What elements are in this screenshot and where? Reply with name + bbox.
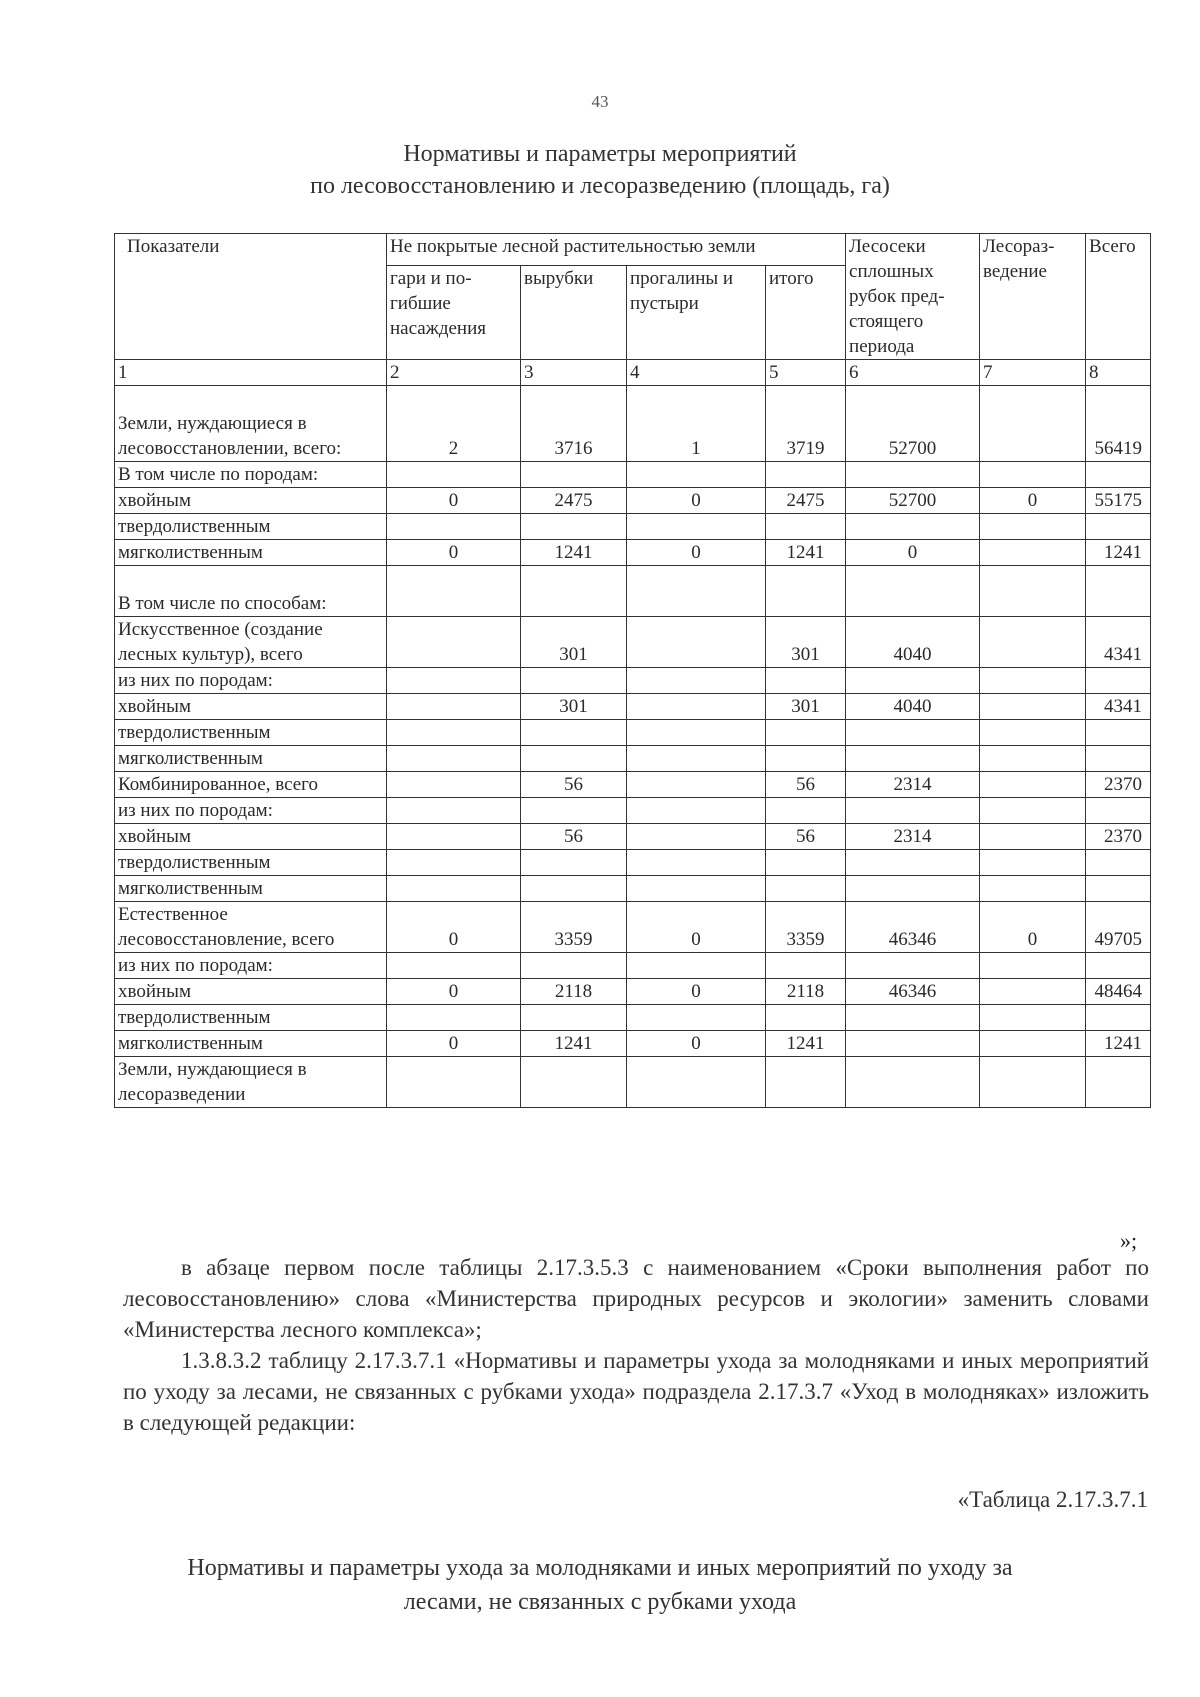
table-cell [980, 668, 1086, 694]
table-cell [521, 876, 627, 902]
table-cell: 2475 [766, 488, 846, 514]
table-row [115, 876, 1151, 902]
table-cell [846, 850, 980, 876]
header-felling-sites: Лесосеки сплошных рубок пред-стоящего периода [846, 234, 980, 360]
table-row [115, 694, 1151, 720]
table-cell: 4341 [1086, 694, 1151, 720]
table-cell [387, 1005, 521, 1031]
table-cell [766, 462, 846, 488]
row-label: Искусственное (создание лесных культур), всего [115, 617, 387, 668]
table-cell [521, 1057, 627, 1108]
table-row [115, 386, 1151, 462]
table-cell: 2118 [766, 979, 846, 1005]
table-cell: 3359 [521, 902, 627, 953]
table-cell [980, 1057, 1086, 1108]
table-cell: 0 [846, 540, 980, 566]
table-cell [387, 746, 521, 772]
table-cell: 0 [627, 979, 766, 1005]
table-cell [980, 462, 1086, 488]
paragraph-1: в абзаце первом после таблицы 2.17.3.5.3 с наименованием «Сроки выполнения работ по лесовосстановлению» слова «Министерства природных ресурсов и экологии» заменить словами «Министерства лесного комплекса»; [123, 1255, 1149, 1342]
row-label: хвойным [115, 979, 387, 1005]
table-cell [387, 953, 521, 979]
table-cell: 46346 [846, 902, 980, 953]
table-cell [387, 694, 521, 720]
row-label: Комбинированное, всего [115, 772, 387, 798]
table-cell [627, 798, 766, 824]
table-cell: 3359 [766, 902, 846, 953]
table-cell [766, 668, 846, 694]
table-cell [521, 720, 627, 746]
table-cell [766, 720, 846, 746]
table-cell [846, 876, 980, 902]
table-cell: 0 [980, 902, 1086, 953]
table-cell [846, 1005, 980, 1031]
col-number: 1 [115, 360, 387, 386]
table-cell [627, 668, 766, 694]
table-title [0, 138, 1200, 202]
table-cell [1086, 566, 1151, 617]
table-row [115, 720, 1151, 746]
table-cell [387, 824, 521, 850]
table-cell [521, 462, 627, 488]
table-cell: 4040 [846, 617, 980, 668]
table-cell [980, 850, 1086, 876]
table-cell [980, 876, 1086, 902]
subtitle-line-1: Нормативы и параметры ухода за молодняками и иных мероприятий по уходу за [187, 1555, 1013, 1581]
table-row [115, 746, 1151, 772]
table-cell [766, 1057, 846, 1108]
table-cell [627, 514, 766, 540]
table-cell [627, 772, 766, 798]
table-cell: 3716 [521, 386, 627, 462]
table-cell [521, 746, 627, 772]
table-cell [766, 566, 846, 617]
table-cell: 0 [387, 1031, 521, 1057]
table-cell: 49705 [1086, 902, 1151, 953]
table-cell [387, 668, 521, 694]
table-cell [1086, 953, 1151, 979]
table-cell: 1241 [521, 1031, 627, 1057]
table-cell: 301 [766, 617, 846, 668]
row-label: хвойным [115, 694, 387, 720]
table-cell: 301 [766, 694, 846, 720]
row-label: мягколиственным [115, 746, 387, 772]
table-row [115, 979, 1151, 1005]
table-cell [766, 798, 846, 824]
table-cell: 55175 [1086, 488, 1151, 514]
table-cell [980, 1031, 1086, 1057]
table-cell [846, 668, 980, 694]
header-afforestation: Лесораз-ведение [980, 234, 1086, 360]
table-cell [980, 566, 1086, 617]
table-cell: 1241 [766, 540, 846, 566]
table-cell: 4341 [1086, 617, 1151, 668]
table-cell: 48464 [1086, 979, 1151, 1005]
row-label: из них по породам: [115, 798, 387, 824]
table-row [115, 540, 1151, 566]
row-label: В том числе по способам: [115, 566, 387, 617]
table-cell [521, 514, 627, 540]
row-label: твердолиственным [115, 850, 387, 876]
table-cell: 0 [980, 488, 1086, 514]
table-cell [1086, 668, 1151, 694]
table-cell [387, 617, 521, 668]
table-cell [980, 514, 1086, 540]
subtitle-line-2: лесами, не связанных с рубками ухода [403, 1589, 797, 1615]
table-cell: 0 [627, 1031, 766, 1057]
row-label: хвойным [115, 488, 387, 514]
header-all: Всего [1086, 234, 1151, 360]
paragraph-2: 1.3.8.3.2 таблицу 2.17.3.7.1 «Нормативы и параметры ухода за молодняками и иных мероприятий по уходу за лесами, не связанных с рубками ухода» подраздела 2.17.3.7 «Уход в молодняках» изложить в следующей редакции: [123, 1348, 1149, 1435]
table-cell [387, 876, 521, 902]
table-cell [980, 386, 1086, 462]
row-label: из них по породам: [115, 668, 387, 694]
table-row [115, 462, 1151, 488]
table-row [115, 772, 1151, 798]
table-cell [521, 953, 627, 979]
table-cell: 2370 [1086, 772, 1151, 798]
col-number: 8 [1086, 360, 1151, 386]
table-cell: 56419 [1086, 386, 1151, 462]
col-number: 2 [387, 360, 521, 386]
header-indicators: Показатели [115, 234, 387, 360]
table-row [115, 514, 1151, 540]
table-cell: 1241 [766, 1031, 846, 1057]
table-cell [980, 979, 1086, 1005]
header-total: итого [766, 266, 846, 360]
table-cell: 52700 [846, 386, 980, 462]
table-cell: 2314 [846, 772, 980, 798]
table-row [115, 850, 1151, 876]
table-cell [766, 850, 846, 876]
table-cell [387, 1057, 521, 1108]
table-row [115, 953, 1151, 979]
row-label: Земли, нуждающиеся в лесовосстановлении, всего: [115, 386, 387, 462]
table-row [115, 617, 1151, 668]
table-cell: 301 [521, 694, 627, 720]
row-label: из них по породам: [115, 953, 387, 979]
table-cell [980, 772, 1086, 798]
table-row [115, 1005, 1151, 1031]
table-cell [521, 1005, 627, 1031]
table-cell [627, 462, 766, 488]
table-cell [980, 1005, 1086, 1031]
column-numbers-row [115, 360, 1151, 386]
table-cell [627, 953, 766, 979]
table-cell [766, 1005, 846, 1031]
table-cell [627, 1057, 766, 1108]
table-cell [387, 566, 521, 617]
table-cell [846, 566, 980, 617]
table-cell: 4040 [846, 694, 980, 720]
col-number: 5 [766, 360, 846, 386]
row-label: твердолиственным [115, 1005, 387, 1031]
table-cell [387, 462, 521, 488]
table-cell [846, 1031, 980, 1057]
table-row [115, 824, 1151, 850]
table-cell [521, 850, 627, 876]
table-row [115, 488, 1151, 514]
table-cell [521, 668, 627, 694]
table-cell: 1 [627, 386, 766, 462]
table-cell: 0 [627, 540, 766, 566]
table-cell [980, 720, 1086, 746]
header-clearings: прогалины и пустыри [627, 266, 766, 360]
table-cell [387, 720, 521, 746]
table-cell: 1241 [1086, 1031, 1151, 1057]
col-number: 6 [846, 360, 980, 386]
col-number: 3 [521, 360, 627, 386]
table-row [115, 668, 1151, 694]
table-cell [627, 850, 766, 876]
row-label: твердолиственным [115, 720, 387, 746]
table-cell [627, 824, 766, 850]
table-cell [980, 824, 1086, 850]
row-label: мягколиственным [115, 1031, 387, 1057]
table-cell: 3719 [766, 386, 846, 462]
table-cell: 2314 [846, 824, 980, 850]
table-cell [627, 720, 766, 746]
table-cell [1086, 514, 1151, 540]
table-reference: «Таблица 2.17.3.7.1 [957, 1487, 1148, 1512]
table-cell [980, 953, 1086, 979]
table-cell [1086, 1005, 1151, 1031]
table-cell [980, 617, 1086, 668]
table-cell: 56 [766, 772, 846, 798]
table-cell [846, 746, 980, 772]
table-cell [846, 1057, 980, 1108]
table-cell [766, 514, 846, 540]
table-cell [1086, 850, 1151, 876]
row-label: хвойным [115, 824, 387, 850]
table-cell: 56 [521, 772, 627, 798]
header-cuttings: вырубки [521, 266, 627, 360]
table-cell: 56 [521, 824, 627, 850]
table-cell [1086, 1057, 1151, 1108]
table-row [115, 566, 1151, 617]
table-cell [846, 953, 980, 979]
table-cell [980, 798, 1086, 824]
table-cell: 46346 [846, 979, 980, 1005]
table-cell [521, 798, 627, 824]
table-cell [627, 746, 766, 772]
table-cell: 52700 [846, 488, 980, 514]
table-cell [766, 746, 846, 772]
title-line-1: Нормативы и параметры мероприятий [403, 141, 797, 167]
table-cell [1086, 798, 1151, 824]
table-cell [387, 514, 521, 540]
table-cell: 2475 [521, 488, 627, 514]
table-row [115, 1031, 1151, 1057]
table-cell [846, 514, 980, 540]
table-cell [387, 850, 521, 876]
table-cell [1086, 746, 1151, 772]
table-row [115, 1057, 1151, 1108]
table-cell [766, 953, 846, 979]
header-burned: гари и по-гибшие насаждения [387, 266, 521, 360]
table-cell: 301 [521, 617, 627, 668]
table-cell: 0 [387, 540, 521, 566]
col-number: 7 [980, 360, 1086, 386]
table-cell [627, 876, 766, 902]
page-number: 43 [591, 92, 609, 111]
table-cell: 0 [387, 979, 521, 1005]
table-cell: 56 [766, 824, 846, 850]
table-cell: 0 [627, 902, 766, 953]
table-cell: 2 [387, 386, 521, 462]
title-line-2: по лесовосстановлению и лесоразведению (площадь, га) [310, 173, 890, 199]
table-cell: 1241 [521, 540, 627, 566]
table-cell [1086, 876, 1151, 902]
table-cell: 0 [387, 902, 521, 953]
table-cell [387, 798, 521, 824]
row-label: В том числе по породам: [115, 462, 387, 488]
row-label: мягколиственным [115, 876, 387, 902]
table-cell: 2370 [1086, 824, 1151, 850]
header-not-covered: Не покрытые лесной растительностью земли [387, 234, 846, 266]
table-cell [846, 720, 980, 746]
col-number: 4 [627, 360, 766, 386]
table-cell [627, 694, 766, 720]
table-cell [521, 566, 627, 617]
table-cell [387, 772, 521, 798]
row-label: мягколиственным [115, 540, 387, 566]
closing-quote: »; [1120, 1228, 1138, 1253]
norms-table [114, 233, 1151, 1108]
table-cell [980, 746, 1086, 772]
table-cell [766, 876, 846, 902]
row-label: Земли, нуждающиеся в лесоразведении [115, 1057, 387, 1108]
row-label: твердолиственным [115, 514, 387, 540]
table-cell: 1241 [1086, 540, 1151, 566]
next-table-title [0, 1551, 1200, 1619]
table-cell [1086, 462, 1151, 488]
table-cell [627, 566, 766, 617]
table-row [115, 902, 1151, 953]
table-cell [846, 798, 980, 824]
table-cell: 0 [387, 488, 521, 514]
table-cell [846, 462, 980, 488]
table-cell [980, 694, 1086, 720]
table-row [115, 798, 1151, 824]
table-cell [980, 540, 1086, 566]
table-cell [627, 617, 766, 668]
table-cell: 0 [627, 488, 766, 514]
table-cell [627, 1005, 766, 1031]
row-label: Естественное лесовосстановление, всего [115, 902, 387, 953]
table-cell [1086, 720, 1151, 746]
table-cell: 2118 [521, 979, 627, 1005]
